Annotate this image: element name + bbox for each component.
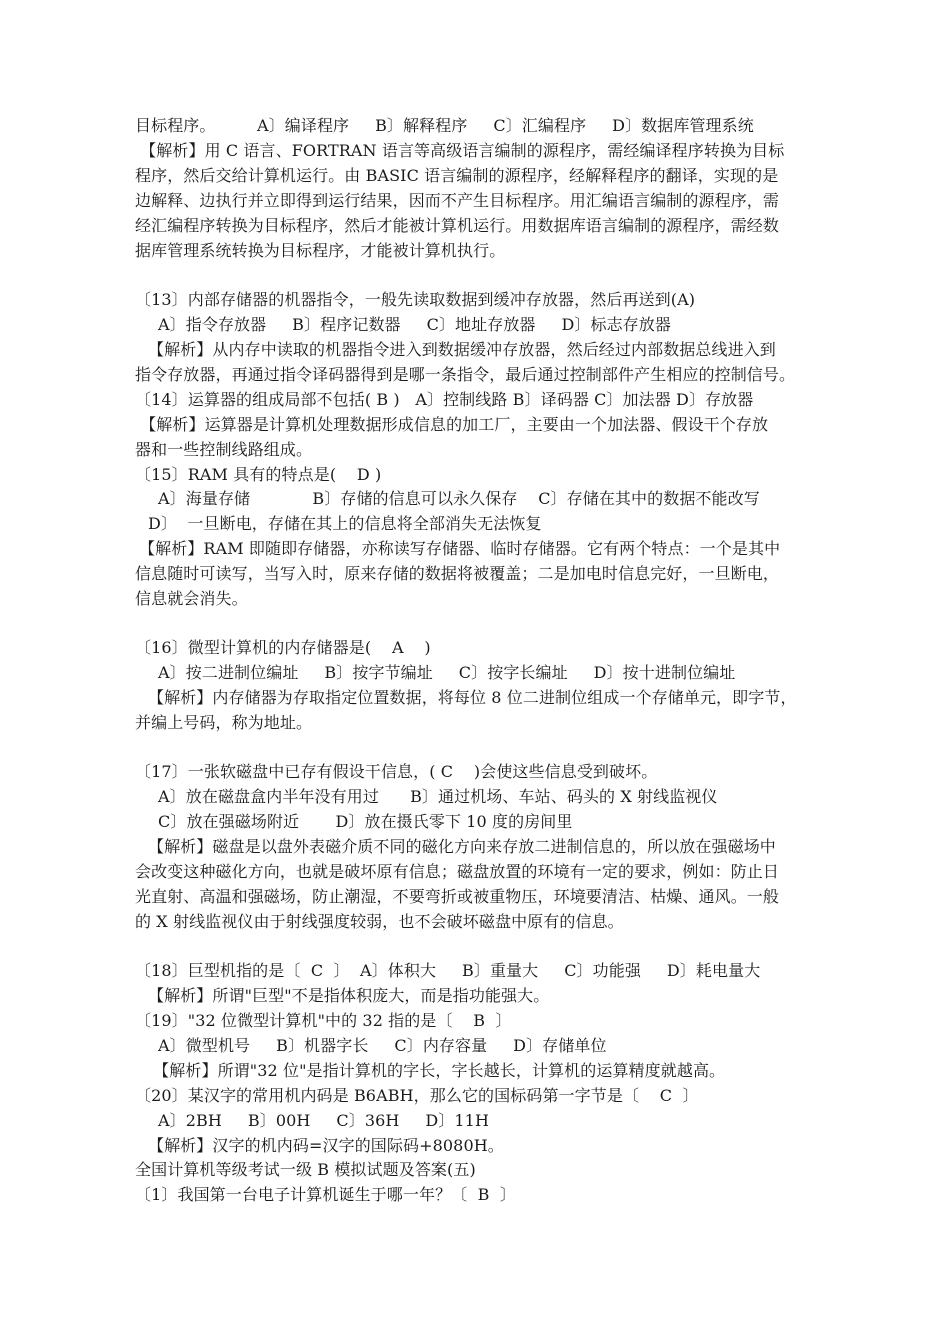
text-line: 据库管理系统转换为目标程序，才能被计算机执行。 — [135, 241, 506, 260]
question-line: 〔18〕巨型机指的是〔 C 〕 A〕体积大 B〕重量大 C〕功能强 D〕耗电量大 — [135, 961, 761, 980]
text-line: 经汇编程序转换为目标程序，然后才能被计算机运行。用数据库语言编制的源程序，需经数 — [135, 216, 780, 235]
options-line: A〕微型机号 B〕机器字长 C〕内存容量 D〕存储单位 — [158, 1036, 607, 1055]
question-line: 〔20〕某汉字的常用机内码是 B6ABH，那么它的国标码第一字节是〔 C 〕 — [135, 1086, 699, 1105]
text-line: 并编上号码，称为地址。 — [135, 713, 313, 732]
text-line: 【解析】RAM 即随即存储器，亦称读写存储器、临时存储器。它有两个特点：一个是其中 — [139, 539, 781, 558]
options-line: C〕放在强磁场附近 D〕放在摄氏零下 10 度的房间里 — [158, 812, 573, 831]
text-line: 【解析】磁盘是以盘外表磁介质不同的磁化方向来存放二进制信息的，所以放在强磁场中 — [148, 837, 776, 856]
text-line: 【解析】汉字的机内码=汉字的国际码+8080H。 — [148, 1136, 504, 1155]
question-line: 〔15〕RAM 具有的特点是( D ) — [135, 465, 382, 484]
text-line: 指令存放器，再通过指令译码器得到是哪一条指令，最后通过控制部件产生相应的控制信号。 — [135, 365, 796, 384]
options-line: A〕放在磁盘盒内半年没有用过 B〕通过机场、车站、码头的 X 射线监视仪 — [158, 787, 718, 806]
text-line: 【解析】所谓"32 位"是指计算机的字长，字长越长，计算机的运算精度就越高。 — [148, 1061, 726, 1080]
text-line: 的 X 射线监视仪由于射线强度较弱，也不会破坏磁盘中原有的信息。 — [135, 912, 624, 931]
text-line: 信息就会消失。 — [135, 589, 248, 608]
text-line: 器和一些控制线路组成。 — [135, 440, 313, 459]
question-line: 〔16〕微型计算机的内存储器是( A ) — [135, 638, 431, 657]
question-line: 〔17〕一张软磁盘中已存有假设干信息，( C )会使这些信息受到破坏。 — [135, 762, 658, 781]
options-line: A〕按二进制位编址 B〕按字节编址 C〕按字长编址 D〕按十进制位编址 — [158, 663, 736, 682]
text-line: 会改变这种磁化方向，也就是破坏原有信息；磁盘放置的环境有一定的要求，例如：防止日 — [135, 862, 780, 881]
text-line: 【解析】从内存中读取的机器指令进入到数据缓冲存放器，然后经过内部数据总线进入到 — [148, 340, 776, 359]
question-line: 〔19〕"32 位微型计算机"中的 32 指的是〔 B 〕 — [135, 1011, 512, 1030]
options-line: D〕 一旦断电，存储在其上的信息将全部消失无法恢复 — [148, 514, 542, 533]
text-line: 边解释、边执行并立即得到运行结果，因而不产生目标程序。用汇编语言编制的源程序，需 — [135, 191, 780, 210]
text-line: 目标程序。 A〕编译程序 B〕解释程序 C〕汇编程序 D〕数据库管理系统 — [135, 116, 754, 135]
options-line: A〕2BH B〕00H C〕36H D〕11H — [158, 1111, 489, 1130]
question-line: 〔13〕内部存储器的机器指令，一般先读取数据到缓冲存放器，然后再送到(A) — [135, 290, 696, 309]
text-line: 【解析】用 C 语言、FORTRAN 语言等高级语言编制的源程序，需经编译程序转换为目标 — [135, 141, 785, 160]
text-line: 光直射、高温和强磁场，防止潮湿，不要弯折或被重物压，环境要清洁、枯燥、通风。一般 — [135, 887, 780, 906]
question-line: 〔14〕运算器的组成局部不包括( B ) A〕控制线路 B〕译码器 C〕加法器 D〕存放器 — [135, 390, 754, 409]
options-line: A〕海量存储 B〕存储的信息可以永久保存 C〕存储在其中的数据不能改写 — [158, 489, 760, 508]
options-line: A〕指令存放器 B〕程序记数器 C〕地址存放器 D〕标志存放器 — [158, 315, 671, 334]
text-line: 程序，然后交给计算机运行。由 BASIC 语言编制的源程序，经解释程序的翻译，实现的是 — [135, 166, 779, 185]
text-line: 【解析】所谓"巨型"不是指体积庞大，而是指功能强大。 — [148, 986, 550, 1005]
text-line: 信息随时可读写，当写入时，原来存储的数据将被覆盖；二是加电时信息完好，一旦断电， — [135, 564, 780, 583]
text-line: 【解析】运算器是计算机处理数据形成信息的加工厂，主要由一个加法器、假设干个存放 — [135, 415, 769, 434]
question-line: 〔1〕我国第一台电子计算机诞生于哪一年？〔 B 〕 — [135, 1185, 516, 1204]
text-line: 【解析】内存储器为存取指定位置数据，将每位 8 位二进制位组成一个存储单元，即字节， — [148, 688, 797, 707]
section-heading: 全国计算机等级考试一级 B 模拟试题及答案(五) — [135, 1160, 476, 1179]
